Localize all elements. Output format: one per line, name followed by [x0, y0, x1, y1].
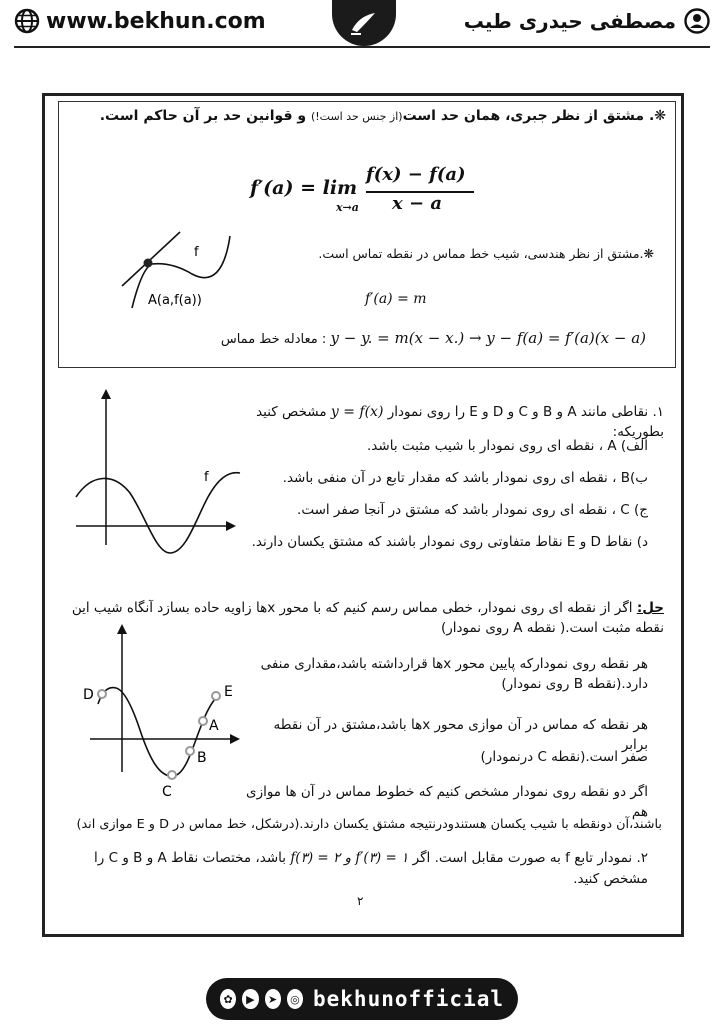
algebraic-definition: ❋. مشتق از نظر جبری، همان حد است(از جنس حد است!) و قوانین حد بر آن حاکم است.	[99, 108, 666, 124]
brand-logo	[332, 0, 396, 46]
sol-label-A: A	[209, 718, 219, 734]
solution-label: حل:	[636, 600, 664, 616]
sol-label-B: B	[197, 750, 207, 766]
solution-parallel-2: باشند،آن دونقطه با شیب یکسان هستندودرنتیجه مشتق یکسان دارند.(درشکل، خط مماس در D و E موازی اند)	[76, 817, 662, 832]
curve-label-f: f	[194, 245, 199, 260]
solution-graph	[80, 622, 255, 802]
pen-logo-icon	[347, 8, 381, 38]
q1-part-a: الف) A ، نقطه ای روی نمودار با شیب مثبت باشد.	[367, 438, 648, 454]
website-text: www.bekhun.com	[46, 8, 266, 34]
solution-zero-slope-1: هر نقطه که مماس در آن موازی محور xها باشد،مشتق در آن نقطه برابر	[273, 717, 648, 753]
page-number: ۲	[357, 894, 364, 908]
social-handle[interactable]: bekhunofficial	[313, 987, 505, 1011]
sol-label-E: E	[224, 684, 233, 700]
sol-y-axis-arrow	[117, 624, 127, 634]
solution-zero-slope-2: صفر است.(نقطه C درنمودار)	[480, 749, 648, 765]
x-axis-arrow	[226, 521, 236, 531]
sol-point-A	[199, 717, 207, 725]
q1-curve-label: f	[204, 470, 209, 485]
website-link[interactable]	[14, 8, 266, 34]
q2-text-line2: مشخص کنید.	[573, 871, 648, 887]
sol-x-axis-arrow	[230, 734, 240, 744]
sol-point-D	[98, 690, 106, 698]
aparat-icon[interactable]: ✿	[220, 989, 236, 1009]
slope-formula: f′(a) = m	[365, 291, 427, 307]
derivative-limit-formula: f′(a) = lim x→a f(x) − f(a) x − a	[250, 163, 490, 223]
solution-negative-value: هر نقطه روی نمودارکه پایین محور xها قرارداشته باشد،مقداری منفی دارد.(نقطه B روی نمودار)	[260, 656, 648, 692]
header-divider	[14, 46, 710, 48]
tangent-equation: y − y. = m(x − x.) → y − f(a) = f′(a)(x − a) : معادله خط مماس	[220, 329, 646, 347]
social-footer	[206, 978, 518, 1020]
tangent-point	[144, 259, 153, 268]
globe-icon	[14, 8, 40, 34]
telegram-icon[interactable]: ➤	[265, 989, 281, 1009]
user-icon	[684, 8, 710, 34]
q2-text: ۲. نمودار تابع f به صورت مقابل است. اگر f(۳) = ۲ و f′(۳) = ۱ باشد، مختصات نقاط A و B و C را	[94, 850, 648, 866]
instagram-icon[interactable]: ◎	[287, 989, 303, 1009]
sol-label-C: C	[162, 784, 172, 800]
sol-point-C	[168, 771, 176, 779]
tangent-sketch	[112, 228, 252, 318]
author-name	[464, 8, 710, 34]
q1-part-d: د) نقاط D و E نقاط متفاوتی روی نمودار باشند که مشتق یکسان دارند.	[251, 534, 648, 550]
solution-parallel-1: اگر دو نقطه روی نمودار مشخص کنیم که خطوط مماس در آن ها موازی هم	[246, 784, 648, 820]
geometric-definition: ❋.مشتق از نظر هندسی، شیب خط مماس در نقطه تماس است.	[318, 246, 654, 261]
q1-part-b: ب)B ، نقطه ای روی نمودار باشد که مقدار تابع در آن منفی باشد.	[282, 470, 648, 486]
sine-curve	[76, 473, 240, 553]
q1-graph	[68, 385, 248, 560]
solution-first-paragraph: حل: اگر از نقطه ای روی نمودار، خطی مماس رسم کنیم که با محور xها زاویه حاده بسازد آنگاه شیب این نقطه مثبت است.( نقطه A روی نمودار)	[71, 600, 664, 636]
y-axis-arrow	[101, 389, 111, 399]
sol-point-B	[186, 747, 194, 755]
q1-part-c: ج) C ، نقطه ای روی نمودار باشد که مشتق در آنجا صفر است.	[297, 502, 648, 518]
q1-intro: ۱. نقاطی مانند A و B و C و D و E را روی نمودار y = f(x) مشخص کنید بطوریکه:	[256, 404, 664, 440]
page-header	[0, 0, 724, 50]
point-label-A: A(a,f(a))	[148, 293, 202, 308]
sol-point-E	[212, 692, 220, 700]
author-text: مصطفی حیدری طیب	[463, 9, 676, 33]
sol-label-D: D	[83, 687, 94, 703]
tangent-line	[122, 232, 180, 286]
youtube-icon[interactable]: ▶	[242, 989, 258, 1009]
